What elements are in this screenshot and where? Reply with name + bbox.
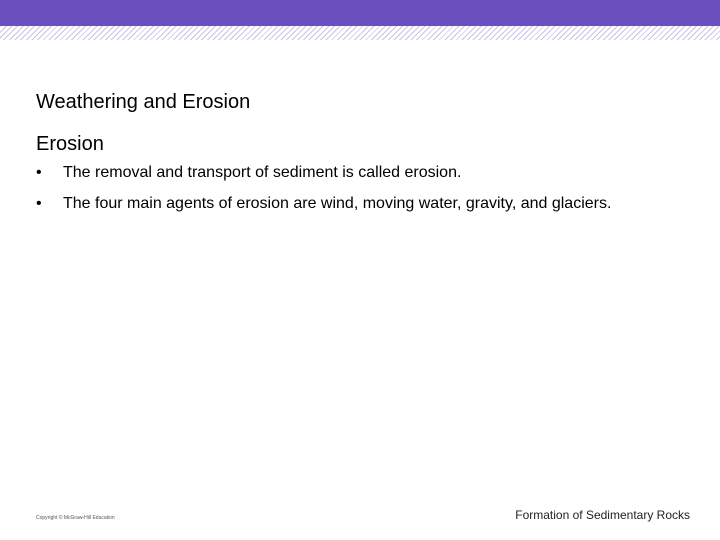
copyright-notice: Copyright © McGraw-Hill Education [36,515,115,521]
bullet-item [36,163,706,183]
slide-title: Weathering and Erosion [36,91,251,113]
bullet-text: The four main agents of erosion are wind, moving water, gravity, and glaciers. [63,195,612,212]
header-dot-band [0,26,720,40]
bullet-marker: • [36,195,42,212]
header-bar [0,0,720,26]
bullet-item [36,194,706,214]
bullet-marker: • [36,164,42,181]
slide-subtitle: Erosion [36,133,104,155]
bullet-text: The removal and transport of sediment is called erosion. [63,164,462,181]
chapter-footer: Formation of Sedimentary Rocks [515,508,690,522]
bullet-list [36,163,706,225]
